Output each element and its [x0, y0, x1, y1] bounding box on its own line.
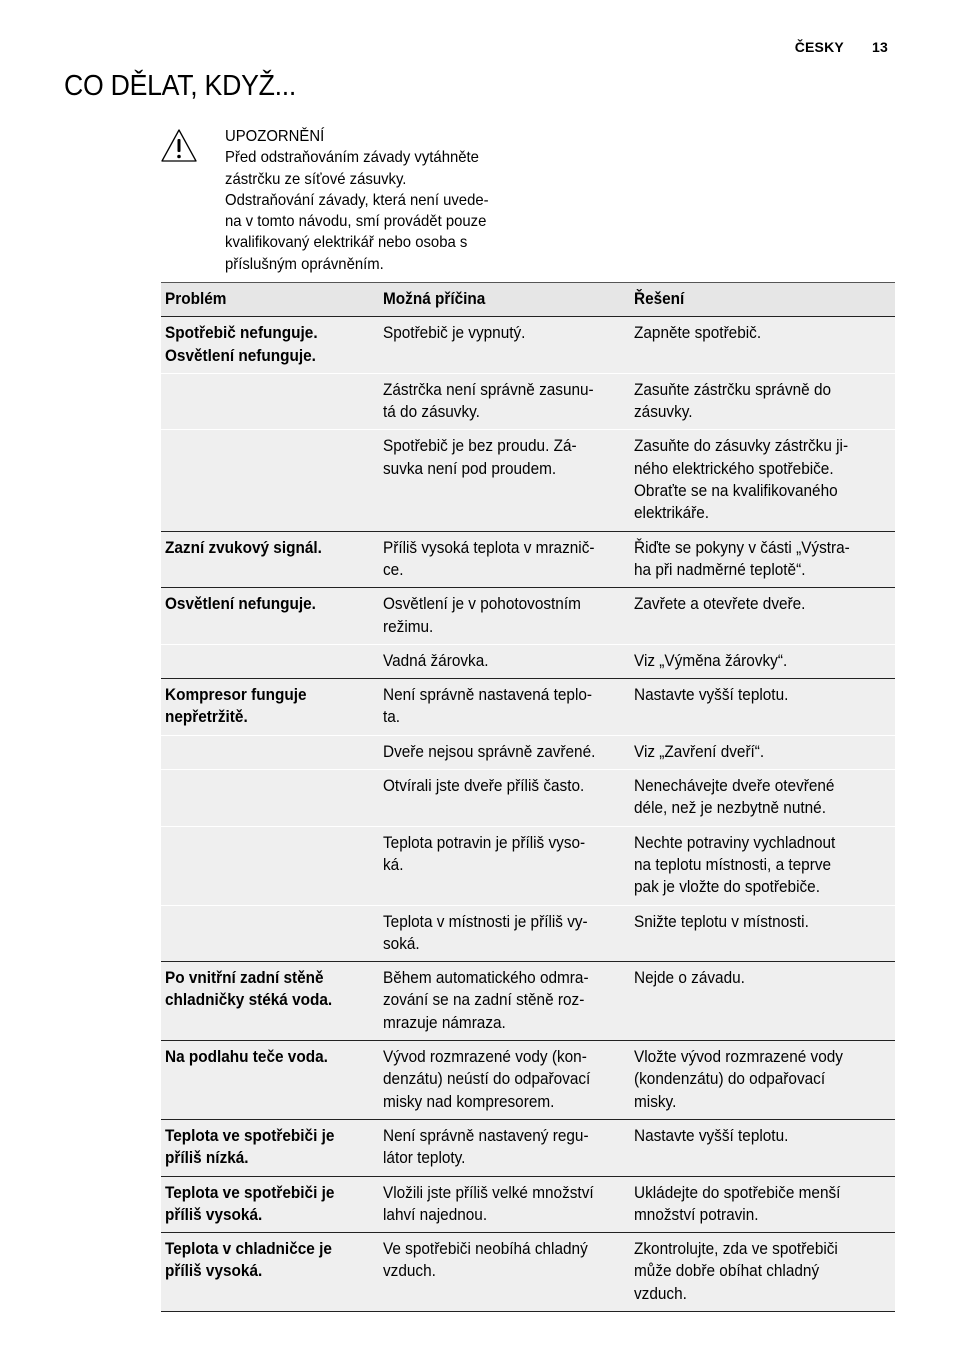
cell-solution: Vložte vývod rozmrazené vody (kondenzátu) do odpařovací misky. — [630, 1041, 895, 1120]
cell-solution: Nechte potraviny vychladnout na teplotu místnosti, a teprve pak je vložte do spotřebiče. — [630, 826, 895, 905]
cell-solution: Řiďte se pokyny v části „Výstra- ha při nadměrné teplotě“. — [630, 531, 895, 588]
cell-cause: Není správně nastavená teplo- ta. — [379, 679, 631, 736]
cell-cause: Není správně nastavený regu- látor teploty. — [379, 1119, 631, 1176]
table-row — [161, 317, 895, 374]
cell-problem: Po vnitřní zadní stěně chladničky stéká voda. — [161, 962, 379, 1041]
cell-cause: Vložili jste příliš velké množství lahví najednou. — [379, 1176, 631, 1233]
table-row — [161, 1233, 895, 1312]
cell-solution: Zasuňte zástrčku správně do zásuvky. — [630, 373, 895, 430]
cell-cause: Teplota v místnosti je příliš vy- soká. — [379, 905, 631, 962]
table-row — [161, 735, 895, 769]
cell-solution: Nastavte vyšší teplotu. — [630, 1119, 895, 1176]
cell-problem: Teplota ve spotřebiči je příliš nízká. — [161, 1119, 379, 1176]
table-row — [161, 770, 895, 827]
cell-solution: Zavřete a otevřete dveře. — [630, 588, 895, 645]
table-row — [161, 373, 895, 430]
table-row — [161, 1041, 895, 1120]
cell-problem: Teplota ve spotřebiči je příliš vysoká. — [161, 1176, 379, 1233]
cell-solution: Nenechávejte dveře otevřené déle, než je nezbytně nutné. — [630, 770, 895, 827]
warning-text — [225, 126, 523, 275]
page-number: 13 — [872, 39, 888, 55]
cell-cause: Ve spotřebiči neobíhá chladný vzduch. — [379, 1233, 631, 1312]
cell-cause: Vadná žárovka. — [379, 644, 631, 678]
header-cause: Možná příčina — [379, 283, 631, 317]
page-header — [795, 39, 888, 55]
cell-solution: Viz „Zavření dveří“. — [630, 735, 895, 769]
cell-problem: Na podlahu teče voda. — [161, 1041, 379, 1120]
table-row — [161, 644, 895, 678]
warning-body: Před odstraňováním závady vytáhněte zástrčku ze síťové zásuvky. Odstraňování závady, která není uvede- na v tomto návodu, smí provádět pouze kvalifikovaný elektrikář nebo osoba s příslušným oprávněním. — [225, 149, 489, 273]
cell-cause: Příliš vysoká teplota v mraznič- ce. — [379, 531, 631, 588]
header-solution: Řešení — [630, 283, 895, 317]
page-title: CO DĚLAT, KDYŽ... — [64, 70, 297, 102]
table-body — [161, 317, 895, 1312]
cell-problem — [161, 430, 379, 531]
cell-problem: Teplota v chladničce je příliš vysoká. — [161, 1233, 379, 1312]
warning-triangle-icon — [160, 128, 198, 164]
table-row — [161, 1176, 895, 1233]
cell-problem: Zazní zvukový signál. — [161, 531, 379, 588]
cell-cause: Spotřebič je vypnutý. — [379, 317, 631, 374]
table-header-row — [161, 283, 895, 317]
language-label: ČESKY — [794, 39, 844, 55]
cell-problem — [161, 644, 379, 678]
table-row — [161, 430, 895, 531]
cell-problem — [161, 905, 379, 962]
cell-problem: Spotřebič nefunguje. Osvětlení nefunguje. — [161, 317, 379, 374]
cell-problem — [161, 826, 379, 905]
cell-solution: Zasuňte do zásuvky zástrčku ji- ného elektrického spotřebiče. Obraťte se na kvalifikovaného elektrikáře. — [630, 430, 895, 531]
cell-problem: Kompresor funguje nepřetržitě. — [161, 679, 379, 736]
cell-solution: Viz „Výměna žárovky“. — [630, 644, 895, 678]
cell-solution: Zapněte spotřebič. — [630, 317, 895, 374]
cell-cause: Teplota potravin je příliš vyso- ká. — [379, 826, 631, 905]
cell-solution: Snižte teplotu v místnosti. — [630, 905, 895, 962]
cell-solution: Ukládejte do spotřebiče menší množství potravin. — [630, 1176, 895, 1233]
cell-problem — [161, 373, 379, 430]
cell-cause: Osvětlení je v pohotovostním režimu. — [379, 588, 631, 645]
table-row — [161, 905, 895, 962]
cell-cause: Dveře nejsou správně zavřené. — [379, 735, 631, 769]
table-row — [161, 826, 895, 905]
cell-cause: Zástrčka není správně zasunu- tá do zásuvky. — [379, 373, 631, 430]
table-row — [161, 588, 895, 645]
table-row — [161, 1119, 895, 1176]
table-row — [161, 679, 895, 736]
cell-solution: Nejde o závadu. — [630, 962, 895, 1041]
warning-heading: UPOZORNĚNÍ — [225, 128, 325, 145]
header-problem: Problém — [161, 283, 379, 317]
table-row — [161, 962, 895, 1041]
troubleshooting-table — [161, 282, 895, 1312]
cell-problem: Osvětlení nefunguje. — [161, 588, 379, 645]
table-row — [161, 531, 895, 588]
cell-cause: Během automatického odmra- zování se na zadní stěně roz- mrazuje námraza. — [379, 962, 631, 1041]
cell-cause: Vývod rozmrazené vody (kon- denzátu) neústí do odpařovací misky nad kompresorem. — [379, 1041, 631, 1120]
cell-solution: Zkontrolujte, zda ve spotřebiči může dobře obíhat chladný vzduch. — [630, 1233, 895, 1312]
cell-cause: Otvírali jste dveře příliš často. — [379, 770, 631, 827]
cell-problem — [161, 770, 379, 827]
cell-cause: Spotřebič je bez proudu. Zá- suvka není pod proudem. — [379, 430, 631, 531]
cell-problem — [161, 735, 379, 769]
cell-solution: Nastavte vyšší teplotu. — [630, 679, 895, 736]
